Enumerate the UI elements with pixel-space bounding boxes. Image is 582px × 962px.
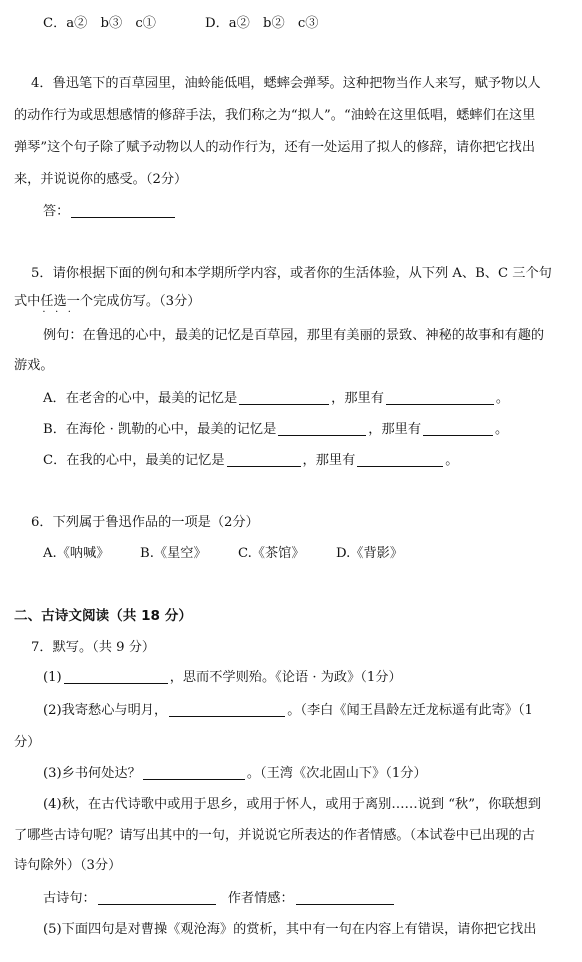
q5-option-b: B．在海伦 · 凯勒的心中，最美的记忆是 ，那里有 。 <box>43 422 509 437</box>
q7-sub-3: (3)乡书何处达？ 。（王湾《次北固山下》（1分） <box>43 766 427 781</box>
blank-7-1[interactable] <box>64 669 168 684</box>
q7-sub-2-cont: 分） <box>14 735 41 750</box>
answer-blank[interactable] <box>71 203 175 218</box>
q6-option-d: D.《背影》 <box>336 546 404 561</box>
option-c: C．a② b③ c① <box>43 16 156 31</box>
q6-option-a: A.《呐喊》 <box>43 546 110 561</box>
q7-sub-4-line-2: 了哪些古诗句呢？请写出其中的一句，并说说它所表达的作者情感。（本试卷中已出现的古 <box>14 828 535 843</box>
q7-sub-4-line-1: (4)秋，在古代诗歌中或用于思乡，或用于怀人，或用于离别……说到 “秋”，你联想到 <box>43 797 541 812</box>
q4-line-1: 4．鲁迅笔下的百草园里，油蛉能低唱，蟋蟀会弹琴。这种把物当作人来写，赋予物以人 <box>31 76 541 91</box>
emphasis-text: 任选一个 · · <box>40 294 93 309</box>
blank-c2[interactable] <box>357 452 443 467</box>
q4-line-2: 的动作行为或思想感情的修辞手法，我们称之为“拟人”。“油蛉在这里低唱，蟋蟀们在这里 <box>14 108 536 123</box>
q7-sub-4-line-3: 诗句除外）（3分） <box>14 858 122 873</box>
q5-line-1: 5．请你根据下面的例句和本学期所学内容，或者你的生活体验，从下列 A、B、C 三个句 <box>31 266 552 281</box>
q5-option-c: C．在我的心中，最美的记忆是 ，那里有 。 <box>43 453 459 468</box>
q4-line-4: 来，并说说你的感受。（2分） <box>14 172 188 187</box>
section-heading: 二、古诗文阅读（共 18 分） <box>14 608 192 624</box>
blank-a2[interactable] <box>386 390 494 405</box>
blank-7-2[interactable] <box>169 702 285 717</box>
q5-line-2: 式中任选一个 · ·完成仿写。（3分） <box>14 292 200 312</box>
q6-stem: 6．下列属于鲁迅作品的一项是（2分） <box>31 515 259 530</box>
blank-c1[interactable] <box>227 452 301 467</box>
q7-sub-2: (2)我寄愁心与明月， 。（李白《闻王昌龄左迁龙标遥有此寄》（1 <box>43 703 533 718</box>
q7-sub-5: (5)下面四句是对曹操《观沧海》的赏析，其中有一句在内容上有错误，请你把它找出 <box>43 922 537 937</box>
answer-label: 答： <box>43 204 70 219</box>
q7-sub-4-answer: 古诗句： 作者情感： <box>43 889 396 909</box>
option-d: D．a② b② c③ <box>205 16 319 31</box>
q7-sub-1: (1) ，思而不学则殆。《论语 · 为政》（1分） <box>43 670 402 685</box>
blank-poem[interactable] <box>98 890 216 905</box>
q7-stem: 7．默写。（共 9 分） <box>31 640 156 655</box>
blank-emotion[interactable] <box>296 890 394 905</box>
q5-option-a: A．在老舍的心中，最美的记忆是 ，那里有 。 <box>43 391 510 406</box>
blank-a1[interactable] <box>239 390 329 405</box>
q4-line-3: 弹琴”这个句子除了赋予动物以人的动作行为，还有一处运用了拟人的修辞，请你把它找出 <box>14 140 536 155</box>
blank-b1[interactable] <box>278 421 366 436</box>
q5-example-line-1: 例句：在鲁迅的心中，最美的记忆是百草园，那里有美丽的景致、神秘的故事和有趣的 <box>43 328 545 343</box>
q4-answer <box>43 202 177 222</box>
blank-b2[interactable] <box>423 421 493 436</box>
q6-option-b: B.《星空》 <box>140 546 207 561</box>
q6-option-c: C.《茶馆》 <box>238 546 305 561</box>
blank-7-3[interactable] <box>143 765 245 780</box>
q5-example-line-2: 游戏。 <box>14 358 54 373</box>
